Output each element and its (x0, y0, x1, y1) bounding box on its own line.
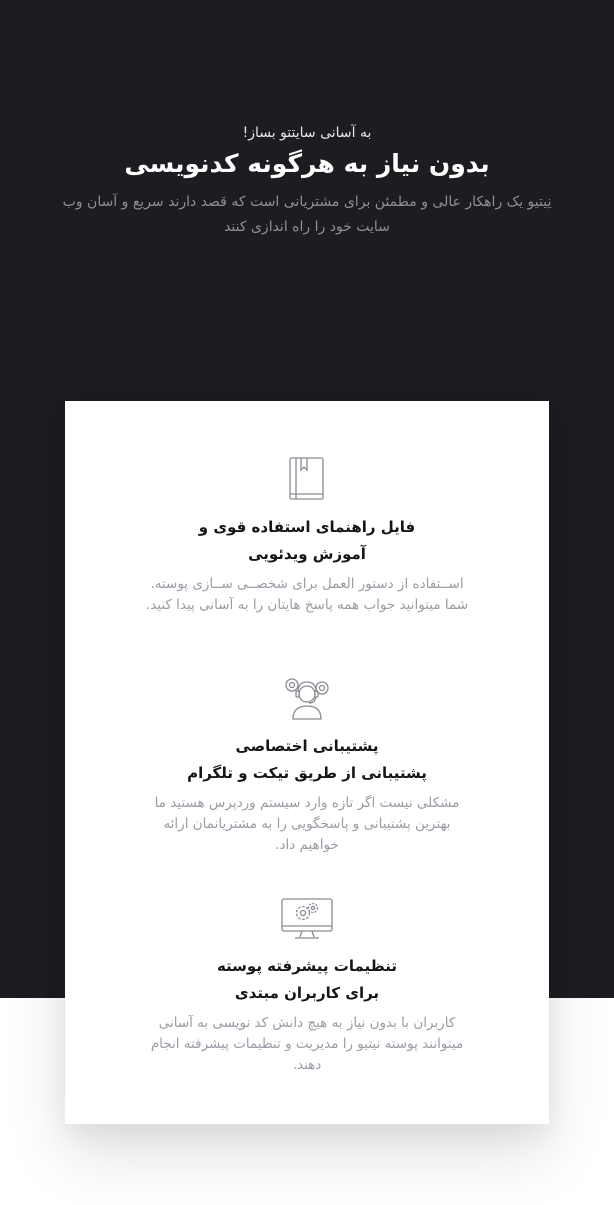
feature-item-support (65, 675, 549, 856)
hero-description: نِیتیو یک راهکار عالی و مطمئن برای مشتریانی است که قصد دارند سریع و آسان وب سایت خود را راه اندازی کنند (62, 194, 552, 235)
feature-title-line1: پشتیبانی اختصاصی (235, 737, 379, 755)
hero-section (0, 122, 614, 240)
feature-item-settings (65, 897, 549, 1076)
feature-title-line2: پشتیبانی از طریق تیکت و تلگرام (187, 764, 427, 782)
feature-title-line1: فایل راهنمای استفاده قوی و (198, 518, 416, 536)
feature-title-line2: برای کاربران مبتدی (234, 984, 380, 1002)
hero-eyebrow: به آسانی سایتتو بساز! (242, 125, 372, 141)
feature-description: اســتفاده از دستور العمل برای شخصــی ســازی پوسته. شما میتوانید جواب همه پاسخ هایتان را به آسانی پیدا کنید. (145, 576, 469, 613)
feature-title-line2: آموزش ویدئویی (248, 545, 366, 563)
feature-description: مشکلی نیست اگر تازه وارد سیستم وردپرس هستید ما بهترین پشتیبانی و پاسخگویی را به مشتریانمان ارائه خواهیم داد. (154, 795, 460, 853)
book-icon (287, 456, 327, 502)
support-agent-icon (281, 675, 333, 721)
features-card (65, 401, 549, 1124)
feature-item-documentation (65, 456, 549, 616)
feature-description: کاربران با بدون نیاز به هیچ دانش کد نویسی به آسانی میتوانند پوسته نیتیو را مدیریت و تنظیمات پیشرفته انجام دهند. (150, 1015, 464, 1073)
hero-title: بدون نیاز به هرگونه کدنویسی (124, 149, 490, 178)
monitor-settings-icon (280, 897, 334, 941)
feature-title-line1: تنظیمات پیشرفته پوسته (216, 957, 398, 975)
